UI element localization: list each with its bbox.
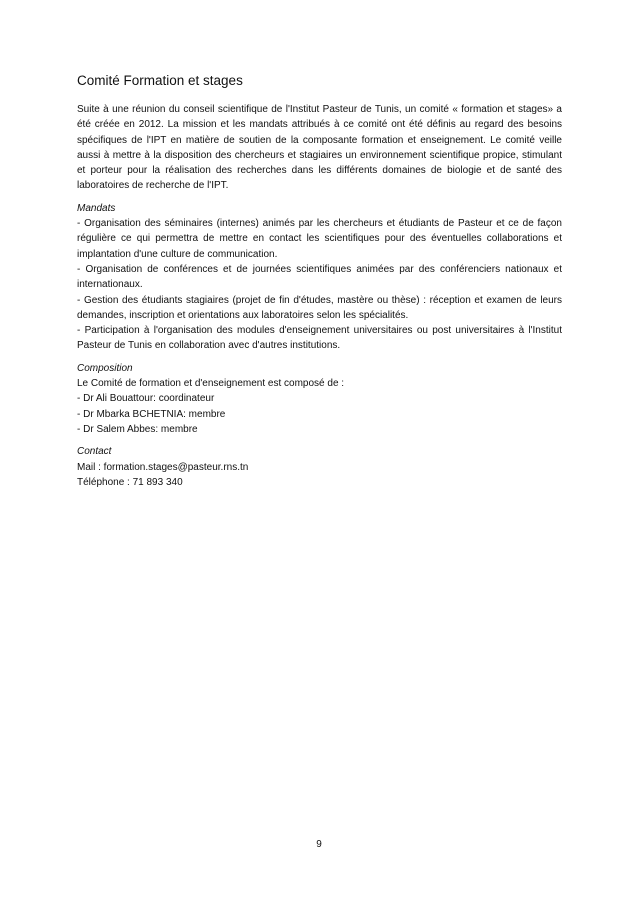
mandat-item: - Organisation des séminaires (internes) animés par les chercheurs et étudiants de Pasteur et ce de façon régulière ce qui permettra de mettre en contact les scientifiques pour des éventuelles collaborations et implantation d'une culture de communication. [77,218,562,260]
page-number: 9 [316,839,322,850]
composition-intro: Le Comité de formation et d'enseignement est composé de : [77,378,345,390]
contact-phone: Téléphone : 71 893 340 [77,476,183,488]
member-item: - Dr Salem Abbes: membre [77,423,198,435]
mandats-section [77,201,562,354]
mandat-item: - Gestion des étudiants stagiaires (projet de fin d'études, mastère ou thèse) : réception et examen de leurs demandes, inscription et orientations aux laboratoires selon les spécialités. [77,294,562,321]
composition-heading: Composition [77,362,133,374]
contact-section [77,444,562,490]
page-title: Comité Formation et stages [77,73,243,88]
composition-section [77,361,562,437]
document-body [77,102,562,490]
contact-mail: Mail : formation.stages@pasteur.rns.tn [77,461,249,473]
mandat-item: - Participation à l'organisation des modules d'enseignement universitaires ou post universitaires à l'Institut Pasteur de Tunis en collaboration avec d'autres institutions. [77,325,562,352]
member-item: - Dr Mbarka BCHETNIA: membre [77,408,226,420]
intro-paragraph: Suite à une réunion du conseil scientifique de l'Institut Pasteur de Tunis, un comité « formation et stages» a été créée en 2012. La mission et les mandats attribués à ce comité ont été définis au regard des besoins spécifiques de l'IPT en matière de soutien de la composante formation et enseignement. Le comité veille aussi à mettre à la disposition des chercheurs et stagiaires un environnement scientifique propice, stimulant et porteur pour la réalisation des recherches dans les différents domaines de biologie et de santé des laboratoires de recherche de l'IPT. [77,104,562,192]
member-item: - Dr Ali Bouattour: coordinateur [77,393,215,405]
mandat-item: - Organisation de conférences et de journées scientifiques animées par des conférenciers nationaux et internationaux. [77,263,562,291]
contact-heading: Contact [77,446,112,458]
mandats-heading: Mandats [77,202,116,214]
